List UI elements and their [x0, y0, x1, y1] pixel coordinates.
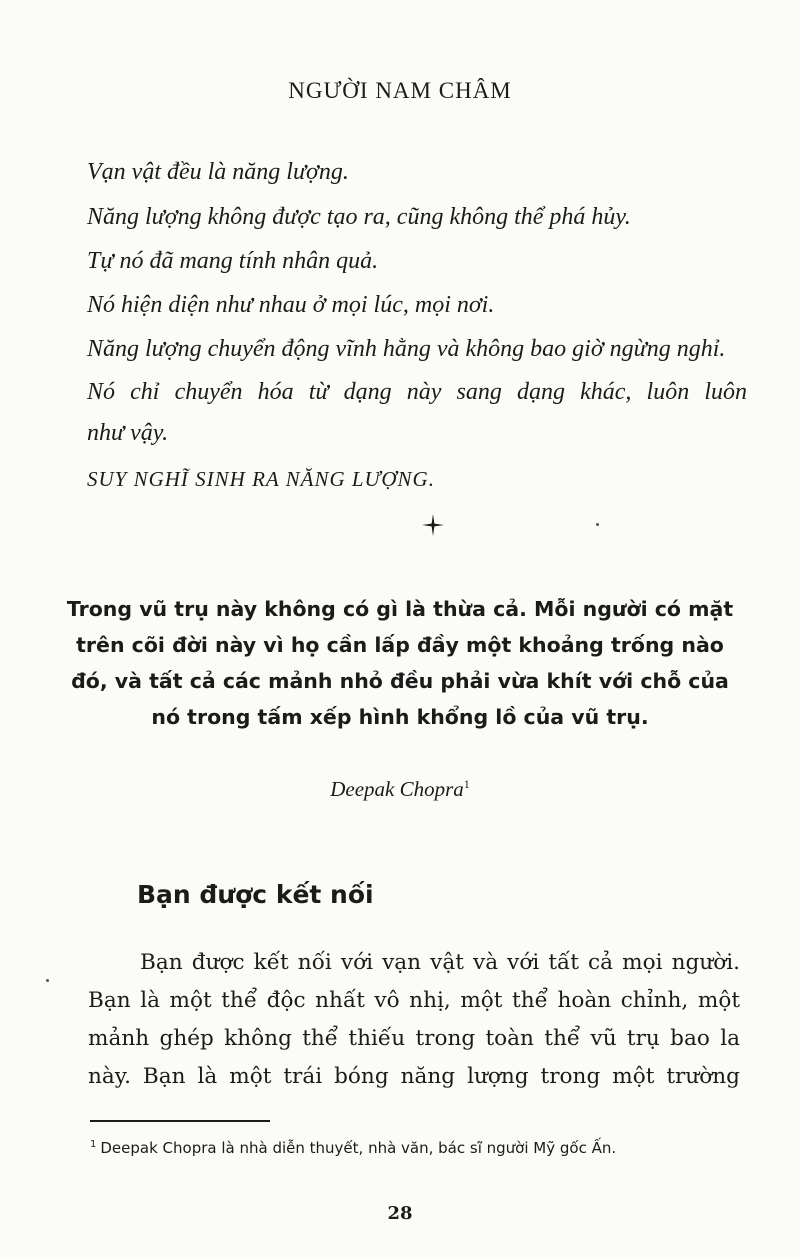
paragraph-line: này. Bạn là một trái bóng năng lượng trong một trường	[88, 1064, 740, 1089]
verse-line-5: Năng lượng chuyển động vĩnh hằng và không bao giờ ngừng nghỉ.	[87, 336, 726, 362]
quote-attribution	[0, 777, 800, 802]
verse-line-4: Nó hiện diện như nhau ở mọi lúc, mọi nơi.	[87, 292, 495, 318]
verse-line-3: Tự nó đã mang tính nhân quả.	[87, 248, 379, 274]
verse-line-6: Nó chỉ chuyển hóa từ dạng này sang dạng khác, luôn luôn	[87, 379, 747, 405]
epigraph-quote	[60, 591, 740, 735]
body-paragraph	[88, 944, 740, 1096]
section-heading: Bạn được kết nối	[137, 880, 374, 909]
footnote-marker: 1	[90, 1139, 97, 1150]
verse-line-1: Vạn vật đều là năng lượng.	[87, 159, 349, 185]
verse-line-2: Năng lượng không được tạo ra, cũng không thể phá hủy.	[87, 204, 631, 230]
quote-line: nó trong tấm xếp hình khổng lồ của vũ trụ.	[151, 705, 649, 729]
verse-line-7: như vậy.	[87, 420, 169, 446]
quote-author: Deepak Chopra	[330, 777, 464, 801]
four-point-star-icon	[422, 514, 444, 536]
quote-line: đó, và tất cả các mảnh nhỏ đều phải vừa khít với chỗ của	[71, 669, 729, 693]
scan-speck	[46, 979, 49, 982]
quote-line: trên cõi đời này vì họ cần lấp đầy một khoảng trống nào	[76, 633, 724, 657]
footnote-divider	[90, 1120, 270, 1122]
verse-line-caps: SUY NGHĨ SINH RA NĂNG LƯỢNG.	[87, 467, 435, 491]
footnote	[90, 1139, 750, 1157]
footnote-ref[interactable]: 1	[463, 777, 470, 791]
running-header: NGƯỜI NAM CHÂM	[288, 78, 512, 103]
footnote-text: Deepak Chopra là nhà diễn thuyết, nhà văn, bác sĩ người Mỹ gốc Ấn.	[100, 1139, 617, 1157]
paragraph-line: Bạn được kết nối với vạn vật và với tất cả mọi người.	[140, 950, 740, 975]
paragraph-line: Bạn là một thể độc nhất vô nhị, một thể hoàn chỉnh, một	[88, 988, 740, 1013]
paragraph-line: mảnh ghép không thể thiếu trong toàn thể vũ trụ bao la	[88, 1026, 740, 1051]
quote-line: Trong vũ trụ này không có gì là thừa cả. Mỗi người có mặt	[66, 597, 734, 621]
page-number: 28	[387, 1203, 413, 1224]
scan-speck	[596, 523, 599, 526]
